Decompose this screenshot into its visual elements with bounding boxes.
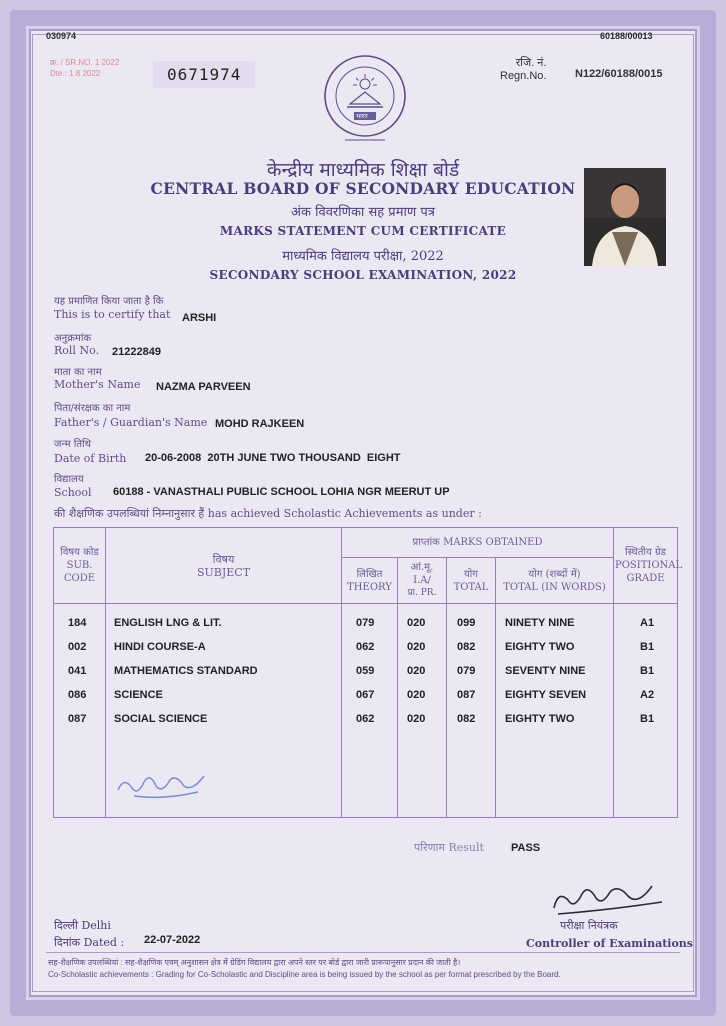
controller-title-hi: परीक्षा नियंत्रक <box>560 919 618 932</box>
marks-cell-subject: MATHEMATICS STANDARD <box>114 665 258 677</box>
marks-cell-code: 041 <box>68 665 87 677</box>
marks-cell-grade: B1 <box>640 665 655 677</box>
marks-cell-grade: A1 <box>640 617 655 629</box>
father-label-en: Father's / Guardian's Name <box>54 416 208 429</box>
marks-cell-words: EIGHTY SEVEN <box>505 689 587 701</box>
doc-title-english: MARKS STATEMENT CUM CERTIFICATE <box>219 224 507 238</box>
header-theory-hi: लिखित <box>356 568 383 580</box>
certificate-number: 0671974 <box>153 61 255 88</box>
controller-title-en: Controller of Examinations <box>526 937 693 950</box>
emblem-icon <box>320 52 410 144</box>
footer-note-hi: सह-शैक्षणिक उपलब्धियां : सह-शैक्षणिक एवम् अनुशासन क्षेत्र में ग्रेडिंग विद्यालय द्वारा अपने स्तर पर बोर्ड द्वारा जारी प्रारूपानुसार प्रदान की जाती है। <box>48 958 461 967</box>
marks-cell-words: EIGHTY TWO <box>505 713 575 725</box>
marks-cell-total: 082 <box>457 641 476 653</box>
certify-label-en: This is to certify that <box>54 308 171 321</box>
controller-signature-icon <box>548 880 668 920</box>
serial-stamp-line2: Dte.: 1 8 2022 <box>50 69 101 78</box>
body-words-col <box>496 604 614 818</box>
roll-number: 21222849 <box>112 346 161 358</box>
result-label-en: Result <box>448 841 484 854</box>
roll-label-en: Roll No. <box>54 344 99 357</box>
achievements-en: has achieved Scholastic Achievements as under : <box>207 507 482 520</box>
marks-cell-ia: 020 <box>407 713 426 725</box>
regn-label-en: Regn.No. <box>500 70 547 82</box>
header-subject-hi: विषय <box>212 552 235 566</box>
marks-cell-ia: 020 <box>407 689 426 701</box>
regn-label <box>500 57 546 83</box>
dated-label-hi: दिनांक <box>54 936 81 949</box>
body-total-col <box>447 604 496 818</box>
exam-title-hindi: माध्यमिक विद्यालय परीक्षा, 2022 <box>282 249 444 264</box>
marks-cell-grade: B1 <box>640 713 655 725</box>
header-grade <box>614 528 683 604</box>
cbse-emblem <box>320 52 410 148</box>
mother-label-hi: माता का नाम <box>54 367 102 378</box>
student-photo <box>584 168 666 266</box>
marks-cell-ia: 020 <box>407 641 426 653</box>
marks-cell-words: SEVENTY NINE <box>505 665 586 677</box>
header-total-hi: योग <box>463 568 479 580</box>
top-left-code: 030974 <box>46 31 77 41</box>
dated-label <box>54 935 124 950</box>
header-theory-en: THEORY <box>347 581 392 593</box>
marks-cell-ia: 020 <box>407 665 426 677</box>
marks-cell-code: 086 <box>68 689 87 701</box>
mother-label-en: Mother's Name <box>54 378 141 391</box>
doc-title-hindi: अंक विवरणिका सह प्रमाण पत्र <box>291 205 435 220</box>
header-code-en1: SUB. <box>66 560 93 571</box>
marks-cell-grade: A2 <box>640 689 655 701</box>
header-ia <box>398 558 447 604</box>
result-label <box>414 840 484 855</box>
school-label-hi: विद्यालय <box>54 474 84 485</box>
serial-stamp <box>50 57 119 79</box>
marks-cell-subject: HINDI COURSE-A <box>114 641 206 653</box>
serial-stamp-line1: क्र. / SR.NO. 1 2022 <box>50 58 120 67</box>
header-sub-code <box>54 528 106 604</box>
regn-label-hi: रजि. नं. <box>515 57 547 69</box>
marks-cell-code: 087 <box>68 713 87 725</box>
header-total <box>447 558 496 604</box>
father-label-hi: पिता/संरक्षक का नाम <box>54 403 131 414</box>
board-title-english: CENTRAL BOARD OF SECONDARY EDUCATION <box>150 179 576 198</box>
header-marks-hi: प्राप्तांक <box>412 537 440 548</box>
marks-cell-theory: 062 <box>356 713 375 725</box>
student-photo-icon <box>584 168 666 266</box>
header-total-en: TOTAL <box>453 581 489 593</box>
marks-cell-subject: ENGLISH LNG & LIT. <box>114 617 222 629</box>
signature-icon <box>114 766 214 802</box>
emblem-bharat: भारत <box>356 113 368 120</box>
marks-cell-theory: 059 <box>356 665 375 677</box>
header-ia-en1: I.A/ <box>413 575 431 586</box>
result-label-hi: परिणाम <box>414 841 445 854</box>
marks-cell-theory: 079 <box>356 617 375 629</box>
marks-cell-total: 079 <box>457 665 476 677</box>
student-name: ARSHI <box>182 312 217 324</box>
header-total-words <box>496 558 614 604</box>
marks-cell-theory: 062 <box>356 641 375 653</box>
marks-cell-total: 099 <box>457 617 476 629</box>
body-ia-col <box>398 604 447 818</box>
school-signature <box>114 766 214 806</box>
regn-value: N122/60188/0015 <box>575 68 663 80</box>
marks-cell-words: NINETY NINE <box>505 617 575 629</box>
dated-label-en: Dated : <box>83 936 125 949</box>
top-right-code: 60188/00013 <box>600 31 653 41</box>
date-of-birth: 20-06-2008 20TH JUNE TWO THOUSAND EIGHT <box>145 452 401 464</box>
marks-cell-ia: 020 <box>407 617 426 629</box>
footer-note-en: Co-Scholastic achievements : Grading for Co-Scholastic and Discipline area is being issued by the school as per format prescribed by the Board. <box>48 970 561 979</box>
body-code-col <box>54 604 106 818</box>
header-words-en: TOTAL (IN WORDS) <box>503 581 606 593</box>
header-grade-hi: स्थितीय ग्रेड <box>625 547 666 558</box>
certify-label-hi: यह प्रमाणित किया जाता है कि <box>54 296 164 307</box>
marks-cell-total: 087 <box>457 689 476 701</box>
header-grade-en2: GRADE <box>626 573 665 584</box>
dob-label-hi: जन्म तिथि <box>54 439 92 450</box>
achievements-hi: की शैक्षणिक उपलब्धियां निम्नानुसार हैं <box>54 507 205 520</box>
roll-label-hi: अनुक्रमांक <box>54 333 92 344</box>
school-name: 60188 - VANASTHALI PUBLIC SCHOOL LOHIA NGR MEERUT UP <box>113 486 450 498</box>
marks-cell-subject: SOCIAL SCIENCE <box>114 713 208 725</box>
header-code-hi: विषय कोड <box>60 547 99 558</box>
achievements-line <box>54 506 482 521</box>
header-words-hi: योग (शब्दों में) <box>528 568 581 580</box>
marks-cell-theory: 067 <box>356 689 375 701</box>
header-subject <box>106 528 342 604</box>
header-marks-en: MARKS OBTAINED <box>443 537 543 548</box>
marks-cell-code: 184 <box>68 617 87 629</box>
header-code-en2: CODE <box>63 573 96 584</box>
header-subject-en: SUBJECT <box>196 565 251 579</box>
header-grade-en1: POSITIONAL <box>615 560 683 571</box>
header-theory <box>342 558 398 604</box>
board-title-hindi: केन्द्रीय माध्यमिक शिक्षा बोर्ड <box>266 159 460 181</box>
father-name: MOHD RAJKEEN <box>215 418 305 430</box>
dated-value: 22-07-2022 <box>144 934 201 946</box>
marks-cell-words: EIGHTY TWO <box>505 641 575 653</box>
body-grade-col <box>614 604 678 818</box>
header-ia-hi: आं.मू. <box>410 562 434 573</box>
dob-label-en: Date of Birth <box>54 452 127 465</box>
exam-title-english: SECONDARY SCHOOL EXAMINATION, 2022 <box>209 268 517 282</box>
mother-name: NAZMA PARVEEN <box>156 381 251 393</box>
place-label: दिल्ली Delhi <box>54 919 111 932</box>
body-theory-col <box>342 604 398 818</box>
school-label-en: School <box>54 486 92 499</box>
header-ia-en2: प्रा. PR. <box>407 588 437 598</box>
marks-header-row-1 <box>54 528 678 558</box>
result-value: PASS <box>511 842 541 854</box>
marks-cell-total: 082 <box>457 713 476 725</box>
marks-cell-subject: SCIENCE <box>114 689 163 701</box>
header-marks-obtained <box>342 528 614 558</box>
footer-divider <box>46 952 680 953</box>
marks-cell-code: 002 <box>68 641 87 653</box>
marks-cell-grade: B1 <box>640 641 655 653</box>
